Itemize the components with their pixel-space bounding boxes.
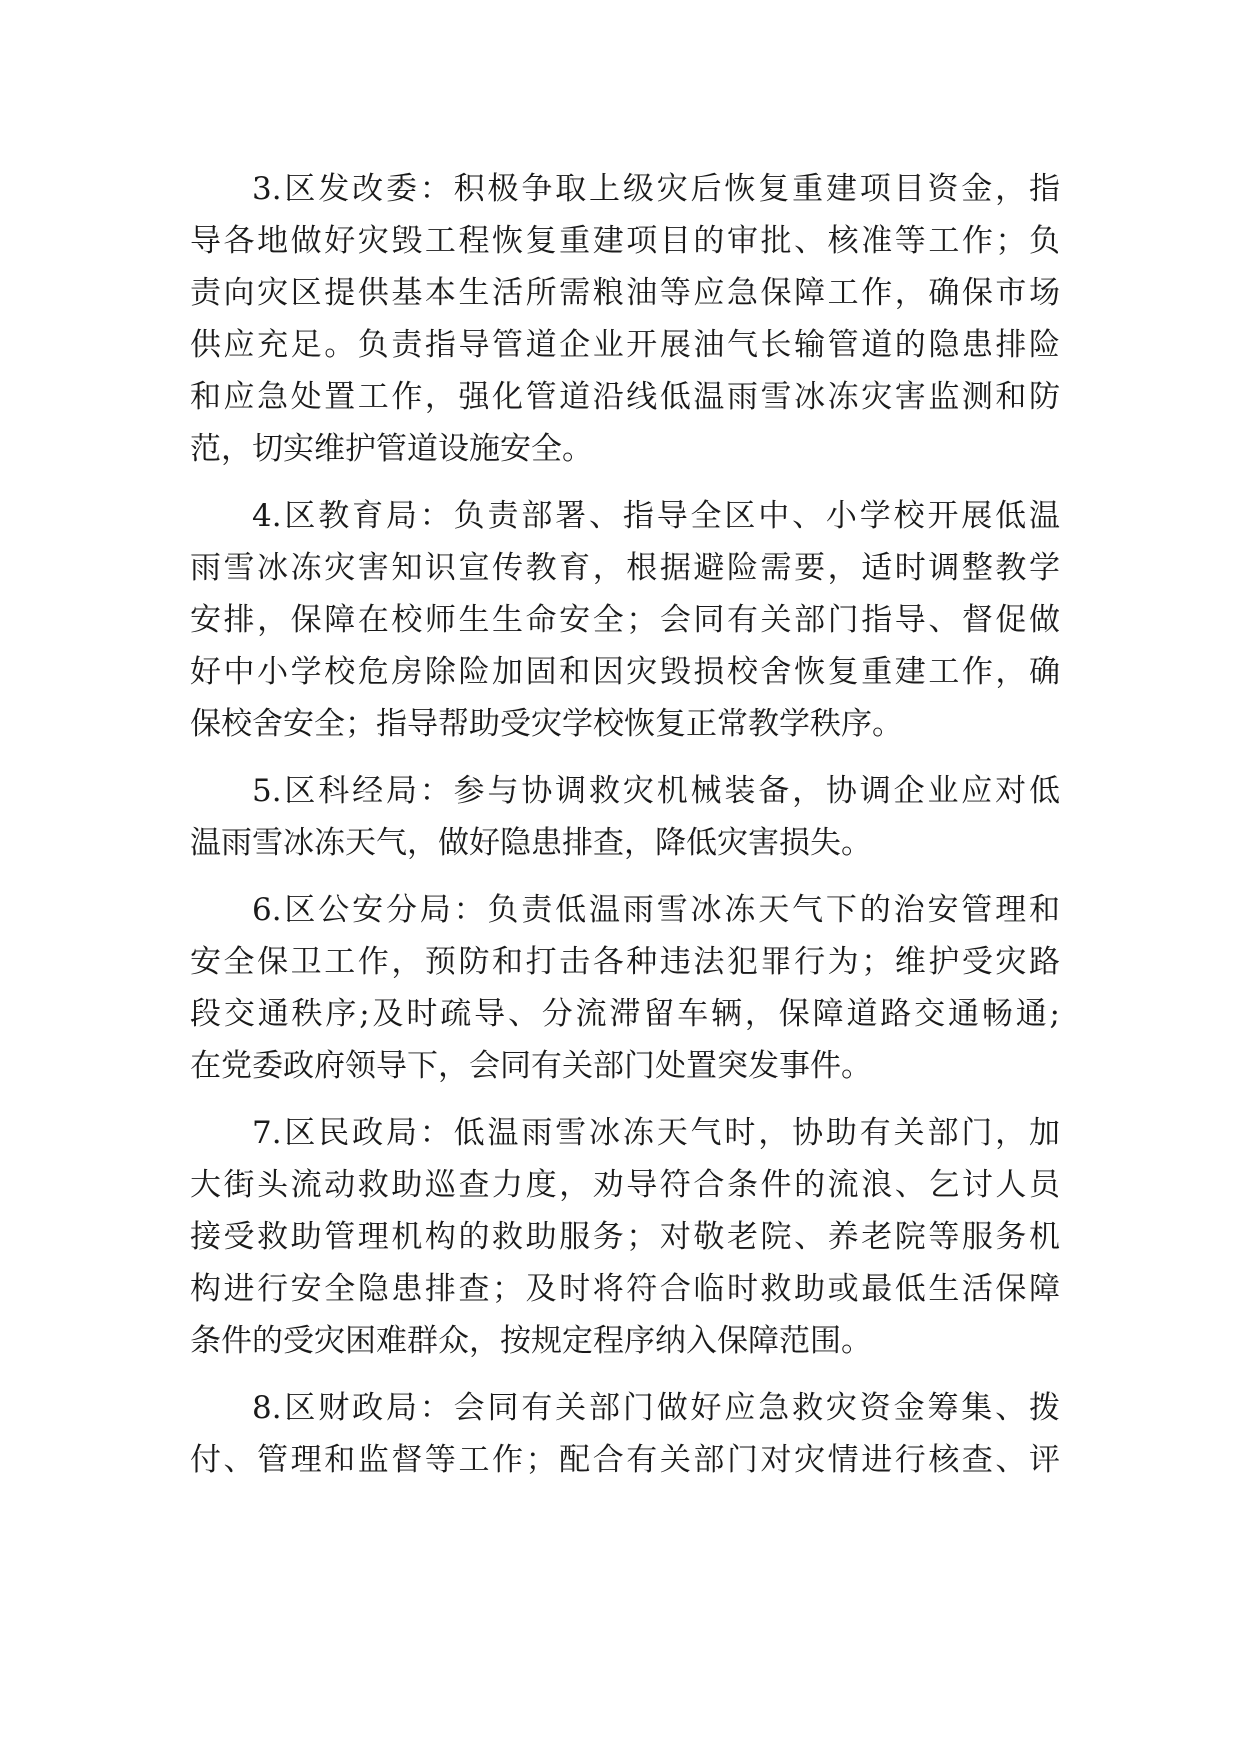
text-line: 7.区民政局：低温雨雪冰冻天气时，协助有关部门，加 xyxy=(252,1115,1060,1151)
text-line: 条件的受灾困难群众，按规定程序纳入保障范围。 xyxy=(190,1323,872,1359)
text-line: 责向灾区提供基本生活所需粮油等应急保障工作，确保市场 xyxy=(190,275,1060,311)
paragraph-science-economy xyxy=(190,765,1060,869)
text-line: 温雨雪冰冻天气，做好隐患排查，降低灾害损失。 xyxy=(190,825,872,861)
text-line: 和应急处置工作，强化管道沿线低温雨雪冰冻灾害监测和防 xyxy=(190,379,1060,415)
paragraph-dev-reform xyxy=(190,163,1060,475)
paragraph-finance xyxy=(190,1382,1060,1486)
text-line: 雨雪冰冻灾害知识宣传教育，根据避险需要，适时调整教学 xyxy=(190,550,1060,586)
text-line: 付、管理和监督等工作；配合有关部门对灾情进行核查、评 xyxy=(190,1442,1060,1478)
paragraph-public-security xyxy=(190,884,1060,1092)
text-line: 接受救助管理机构的救助服务；对敬老院、养老院等服务机 xyxy=(190,1219,1060,1255)
text-line: 在党委政府领导下，会同有关部门处置突发事件。 xyxy=(190,1048,872,1084)
paragraph-education xyxy=(190,490,1060,750)
text-line: 6.区公安分局：负责低温雨雪冰冻天气下的治安管理和 xyxy=(252,892,1060,928)
text-line: 5.区科经局：参与协调救灾机械装备，协调企业应对低 xyxy=(252,773,1060,809)
text-line: 范，切实维护管道设施安全。 xyxy=(190,431,593,467)
text-line: 供应充足。负责指导管道企业开展油气长输管道的隐患排险 xyxy=(190,327,1060,363)
text-line: 保校舍安全；指导帮助受灾学校恢复正常教学秩序。 xyxy=(190,706,903,742)
text-line: 安全保卫工作，预防和打击各种违法犯罪行为；维护受灾路 xyxy=(190,944,1060,980)
document-body xyxy=(190,163,1060,1501)
text-line: 大街头流动救助巡查力度，劝导符合条件的流浪、乞讨人员 xyxy=(190,1167,1060,1203)
text-line: 构进行安全隐患排查；及时将符合临时救助或最低生活保障 xyxy=(190,1271,1060,1307)
paragraph-civil-affairs xyxy=(190,1107,1060,1367)
text-line: 段交通秩序;及时疏导、分流滞留车辆，保障道路交通畅通; xyxy=(190,996,1060,1032)
text-line: 安排，保障在校师生生命安全；会同有关部门指导、督促做 xyxy=(190,602,1060,638)
text-line: 好中小学校危房除险加固和因灾毁损校舍恢复重建工作，确 xyxy=(190,654,1060,690)
text-line: 4.区教育局：负责部署、指导全区中、小学校开展低温 xyxy=(252,498,1060,534)
text-line: 8.区财政局：会同有关部门做好应急救灾资金筹集、拨 xyxy=(252,1390,1060,1426)
text-line: 3.区发改委：积极争取上级灾后恢复重建项目资金，指 xyxy=(252,171,1060,207)
text-line: 导各地做好灾毁工程恢复重建项目的审批、核准等工作；负 xyxy=(190,223,1060,259)
